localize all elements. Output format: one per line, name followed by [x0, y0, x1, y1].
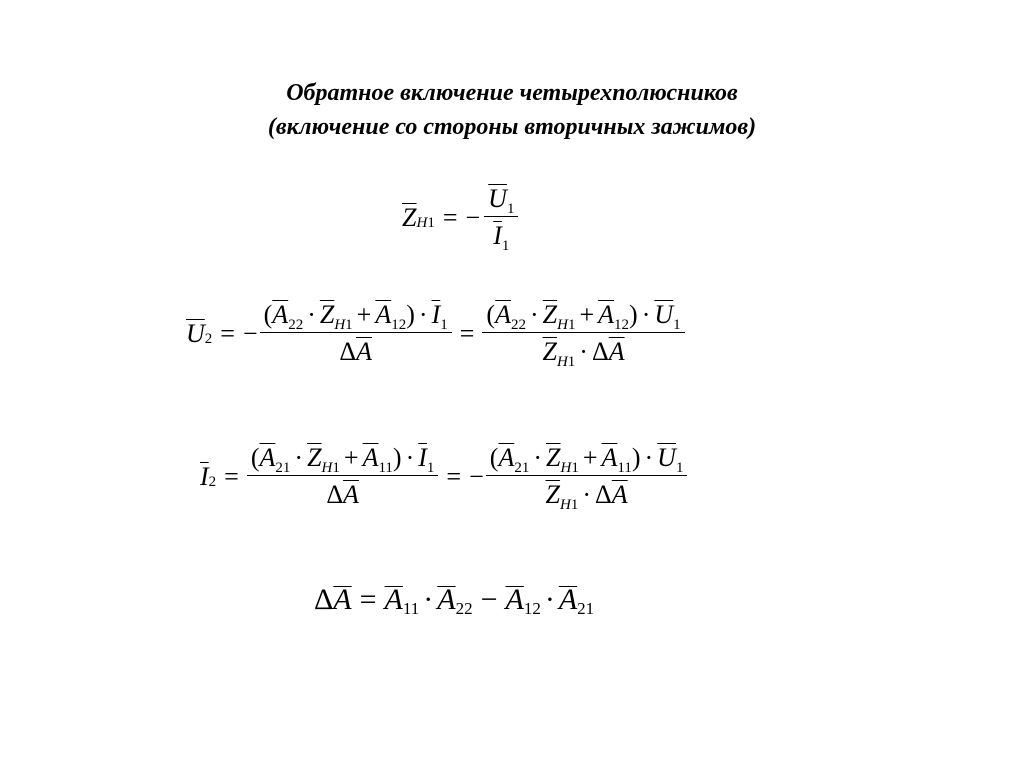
fraction: $\frac{U_1}{I_1}$	[484, 186, 518, 249]
title-line-2: (включение со стороны вторичных зажимов)	[267, 114, 757, 140]
equals-sign: =	[442, 202, 458, 232]
equation-output-voltage: U 2 = − $\frac{(A_{22} \cdot Z_{H1} + A_{12}) \cdot I_1}{\Delta A}$ = $\frac{(A_{22} \cdot Z_{H1} + A_{12}) \cdot U_1}{Z_{H1} \cdot \Delta A}$	[186, 302, 685, 365]
fraction: $\frac{(A_{22} \cdot Z_{H1} + A_{12}) \cdot I_1}{\Delta A}$	[260, 302, 452, 365]
fraction: $\frac{(A_{21} \cdot Z_{H1} + A_{11}) \cdot U_1}{Z_{H1} \cdot \Delta A}$	[486, 445, 688, 508]
equation-output-current: I 2 = $\frac{(A_{21} \cdot Z_{H1} + A_{11}) \cdot I_1}{\Delta A}$ = − $\frac{(A_{21} \cdot Z_{H1} + A_{11}) \cdot U_1}{Z_{H1} \cdot \Delta A}$	[200, 445, 687, 508]
slide-title	[0, 76, 1024, 144]
fraction: $\frac{(A_{21} \cdot Z_{H1} + A_{11}) \cdot I_1}{\Delta A}$	[247, 445, 439, 508]
minus-sign: −	[465, 202, 481, 232]
fraction: $\frac{(A_{22} \cdot Z_{H1} + A_{12}) \cdot U_1}{Z_{H1} \cdot \Delta A}$	[482, 302, 684, 365]
equation-input-impedance: Z H1 = − $\frac{U_1}{I_1}$	[402, 186, 518, 249]
title-line-1: Обратное включение четырехполюсников	[286, 80, 738, 106]
var-Z: Z	[402, 202, 417, 232]
equation-determinant: Δ A = A 11 · A 22 − A 12 · A 21	[314, 583, 595, 618]
